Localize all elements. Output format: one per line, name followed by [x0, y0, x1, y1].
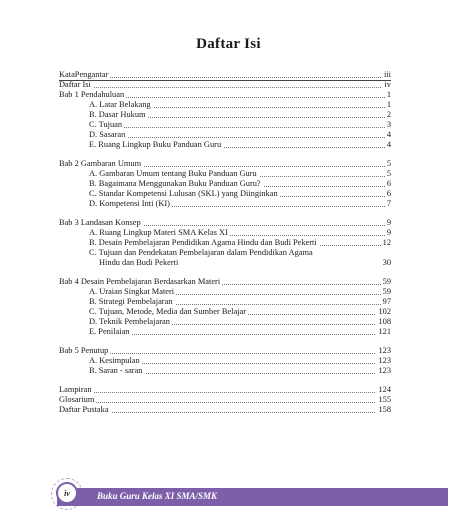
toc-entry-page: 1	[386, 100, 391, 109]
toc-entry-page: iii	[384, 70, 391, 79]
dot-leader	[89, 137, 391, 138]
toc-entry[interactable]	[59, 366, 391, 376]
toc-entry-page: 123	[378, 356, 391, 365]
toc-entry-page: 30	[382, 258, 391, 267]
toc-entry-label: C. Tujuan, Metode, Media dan Sumber Belajar	[89, 307, 247, 316]
toc-entry-page: 155	[378, 395, 391, 404]
toc-entry-label: B. Dasar Hukum	[89, 110, 146, 119]
toc-entry[interactable]	[59, 287, 391, 297]
toc-entry[interactable]	[59, 395, 391, 405]
toc-entry[interactable]	[59, 277, 391, 287]
toc-entry-page: 102	[378, 307, 391, 316]
toc-entry-label: A. Gambaran Umum tentang Buku Panduan Guru	[89, 169, 257, 178]
toc-entry[interactable]	[59, 169, 391, 179]
toc-entry-label: Bab 1 Pendahuluan	[59, 90, 125, 99]
page-number-badge: iv	[56, 482, 78, 504]
toc-entry-page: 2	[386, 110, 391, 119]
toc-entry-label: A. Kesimpulan	[89, 356, 140, 365]
toc-entry-page: 4	[386, 140, 391, 149]
toc-entry-label: A. Ruang Lingkup Materi SMA Kelas XI	[89, 228, 228, 237]
toc-entry-page: 12	[382, 238, 391, 247]
toc-entry-label: D. Teknik Pembelajaran	[89, 317, 170, 326]
toc-entry-label: D. Sasaran	[89, 130, 126, 139]
toc-entry[interactable]	[59, 228, 391, 238]
toc-entry-label: E. Penilaian	[89, 327, 130, 336]
toc-entry[interactable]	[59, 385, 391, 395]
toc-entry-page: 9	[386, 218, 391, 227]
toc-entry[interactable]	[59, 327, 391, 337]
toc-entry-label: Glosarium	[59, 395, 95, 404]
toc-entry-page: iv	[384, 80, 391, 89]
toc-entry-page: 124	[378, 385, 391, 394]
toc-entry-label: Daftar Pustaka	[59, 405, 109, 414]
toc-entry[interactable]	[59, 218, 391, 228]
toc-entry-page: 59	[382, 287, 391, 296]
toc-spacer	[59, 150, 391, 159]
toc-entry-page: 3	[386, 120, 391, 129]
toc-entry-label: Bab 2 Gambaran Umum	[59, 159, 142, 168]
toc-entry[interactable]	[59, 179, 391, 189]
toc-entry-page: 5	[386, 159, 391, 168]
toc-entry-page: 6	[386, 189, 391, 198]
toc-entry[interactable]	[59, 140, 391, 150]
toc-entry-page: 1	[386, 90, 391, 99]
toc-entry-label: C. Standar Kompetensi Lulusan (SKL) yang Diinginkan	[89, 189, 278, 198]
toc-entry[interactable]	[59, 130, 391, 140]
toc-entry-label: Daftar Isi	[59, 80, 91, 89]
toc-entry[interactable]	[59, 356, 391, 366]
dot-leader	[59, 402, 391, 403]
dot-leader	[89, 127, 391, 128]
toc-entry-label: A. Uraian Singkat Materi	[89, 287, 175, 296]
toc-entry-page: 9	[386, 228, 391, 237]
toc-entry[interactable]	[59, 80, 391, 90]
toc-spacer	[59, 337, 391, 346]
toc-entry-page: 123	[378, 346, 391, 355]
toc-entry-label: Lampiran	[59, 385, 92, 394]
toc-entry[interactable]	[59, 297, 391, 307]
toc-entry[interactable]	[59, 90, 391, 100]
toc-entry-label: Bab 5 Penutup	[59, 346, 109, 355]
toc-entry-label: Hindu dan Budi Pekerti	[99, 258, 179, 267]
toc-entry-label: B. Saran - saran	[89, 366, 143, 375]
toc-entry-label: Bab 4 Desain Pembelajaran Berdasarkan Materi	[59, 277, 221, 286]
toc-spacer	[59, 376, 391, 385]
table-of-contents	[59, 70, 391, 415]
toc-divider	[59, 80, 391, 81]
page-title: Daftar Isi	[196, 36, 261, 52]
toc-entry[interactable]	[59, 346, 391, 356]
toc-entry-label: KataPengantar	[59, 70, 109, 79]
toc-entry-page: 6	[386, 179, 391, 188]
toc-entry[interactable]	[59, 70, 391, 80]
toc-entry[interactable]	[59, 189, 391, 199]
footer-bar	[57, 488, 448, 506]
toc-entry-page: 108	[378, 317, 391, 326]
toc-entry-label: C. Tujuan	[89, 120, 123, 129]
toc-entry-page: 7	[386, 199, 391, 208]
footer-book-title: Buku Guru Kelas XI SMA/SMK	[97, 491, 218, 501]
toc-entry-page: 5	[386, 169, 391, 178]
dot-leader	[89, 334, 391, 335]
toc-spacer	[59, 268, 391, 277]
toc-entry[interactable]	[59, 258, 391, 268]
toc-entry-label: B. Bagaimana Menggunakan Buku Panduan Guru?	[89, 179, 261, 188]
toc-entry-page: 123	[378, 366, 391, 375]
toc-entry-label: E. Ruang Lingkup Buku Panduan Guru	[89, 140, 222, 149]
toc-entry[interactable]	[59, 110, 391, 120]
toc-entry-page: 121	[378, 327, 391, 336]
toc-entry-label: Bab 3 Landasan Konsep	[59, 218, 141, 227]
toc-entry[interactable]	[59, 238, 391, 248]
toc-entry[interactable]	[59, 405, 391, 415]
toc-entry-page: 59	[382, 277, 391, 286]
toc-entry[interactable]	[59, 100, 391, 110]
toc-entry[interactable]	[59, 307, 391, 317]
dot-leader	[59, 392, 391, 393]
toc-entry-label: D. Kompetensi Inti (KI)	[89, 199, 170, 208]
toc-entry-label: A. Latar Belakang	[89, 100, 151, 109]
toc-entry[interactable]	[59, 120, 391, 130]
toc-entry-page: 97	[382, 297, 391, 306]
toc-entry-label: B. Strategi Pembelajaran	[89, 297, 173, 306]
toc-spacer	[59, 209, 391, 218]
toc-entry-page: 158	[378, 405, 391, 414]
toc-entry-label: B. Desain Pembelajaran Pendidikan Agama Hindu dan Budi Pekerti	[89, 238, 317, 247]
toc-entry-page: 4	[386, 130, 391, 139]
dot-leader	[59, 87, 391, 88]
toc-entry[interactable]	[59, 317, 391, 327]
toc-entry-label: C. Tujuan dan Pendekatan Pembelajaran dalam Pendidikan Agama	[89, 248, 313, 257]
toc-entry[interactable]	[59, 199, 391, 209]
toc-entry[interactable]	[59, 159, 391, 169]
toc-entry[interactable]	[59, 248, 391, 258]
